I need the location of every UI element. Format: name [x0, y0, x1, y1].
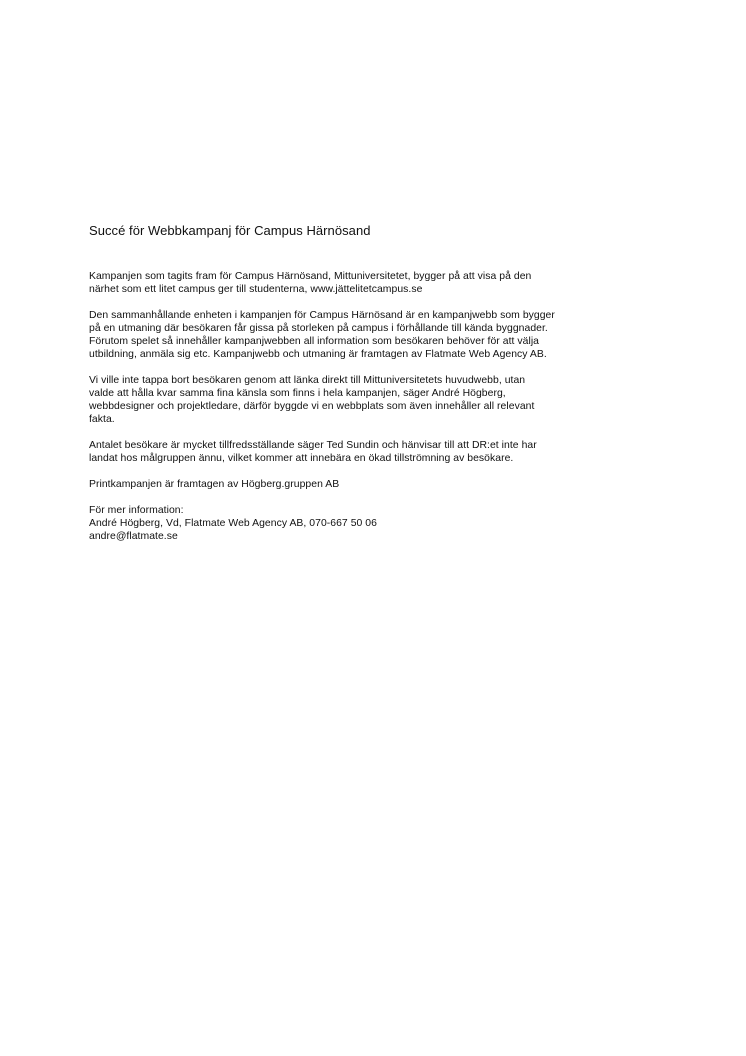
contact-details: André Högberg, Vd, Flatmate Web Agency AB, 070-667 50 06	[89, 518, 377, 529]
paragraph-campaign-web	[89, 309, 659, 361]
paragraph-print-campaign	[89, 478, 659, 491]
text-line: webbdesigner och projektledare, därför byggde vi en webbplats som även innehåller all relevant	[89, 401, 535, 412]
text-line: landat hos målgruppen ännu, vilket kommer att innebära en ökad tillströmning av besökare.	[89, 453, 514, 464]
paragraph-visitors	[89, 439, 659, 465]
document-body	[89, 221, 659, 556]
paragraph-intro	[89, 270, 659, 296]
text-line: fakta.	[89, 414, 115, 425]
text-line: Vi ville inte tappa bort besökaren genom att länka direkt till Mittuniversitetets huvudwebb, utan	[89, 375, 526, 386]
text-line: Den sammanhållande enheten i kampanjen för Campus Härnösand är en kampanjwebb som bygger	[89, 310, 555, 321]
text-line: Kampanjen som tagits fram för Campus Härnösand, Mittuniversitetet, bygger på att visa på den	[89, 271, 532, 282]
text-line: valde att hålla kvar samma fina känsla som finns i hela kampanjen, säger André Högberg,	[89, 388, 506, 399]
text-line: Förutom spelet så innehåller kampanjwebben all information som besökaren behöver för att välja	[89, 336, 540, 347]
text-line: utbildning, anmäla sig etc. Kampanjwebb och utmaning är framtagen av Flatmate Web Agency AB.	[89, 349, 547, 360]
text-line: på en utmaning där besökaren får gissa på storleken på campus i förhållande till kända byggnader.	[89, 323, 548, 334]
text-line: närhet som ett litet campus ger till studenterna, www.jättelitetcampus.se	[89, 284, 423, 295]
text-line: Antalet besökare är mycket tillfredsställande säger Ted Sundin och hänvisar till att DR:et inte har	[89, 440, 537, 451]
contact-email: andre@flatmate.se	[89, 531, 178, 542]
text-line: Printkampanjen är framtagen av Högberg.gruppen AB	[89, 479, 340, 490]
paragraph-contact	[89, 504, 659, 543]
contact-heading: För mer information:	[89, 505, 184, 516]
document-title: Succé för Webbkampanj för Campus Härnösand	[89, 223, 371, 238]
paragraph-quote	[89, 374, 659, 426]
